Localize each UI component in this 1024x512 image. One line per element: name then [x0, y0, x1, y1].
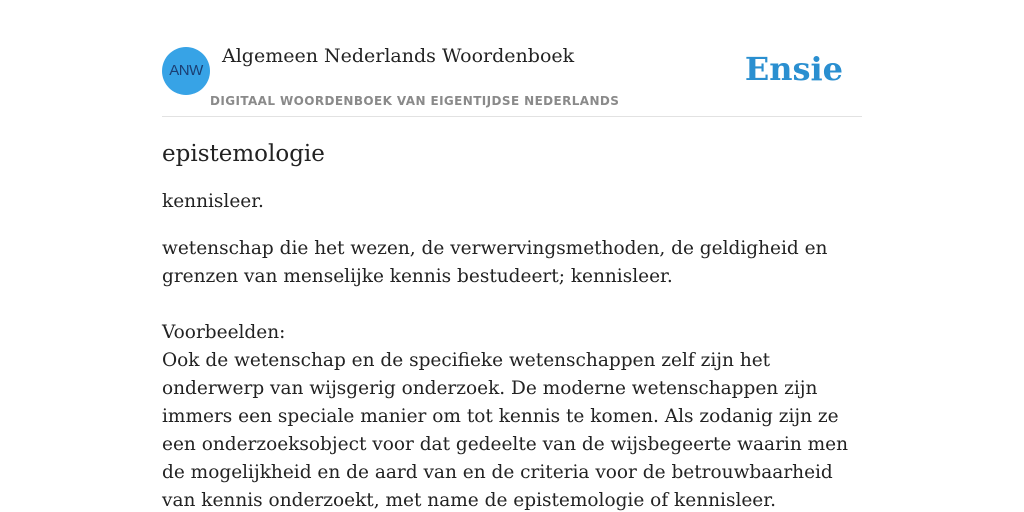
dictionary-subtitle: DIGITAAL WOORDENBOEK VAN EIGENTIJDSE NEDERLANDS	[210, 94, 620, 108]
entry-headword: epistemologie	[162, 141, 325, 167]
example-text: Ook de wetenschap en de specifieke wetenschappen zelf zijn het onderwerp van wijsgerig onderzoek. De moderne wetenschappen zijn immers een speciale manier om tot kennis te komen. Als zodanig zijn ze een onderzoeksobject voor dat gedeelte van de wijsbegeerte waarin men de mogelijkheid en de aard van en de criteria voor de betrouwbaarheid van kennis onderzoekt, met name de epistemologie of kennisleer.	[162, 350, 849, 511]
long-definition: wetenschap die het wezen, de verwervingsmethoden, de geldigheid en grenzen van menselijke kennis bestudeert; kennisleer.	[162, 238, 828, 287]
entry-content	[162, 136, 862, 512]
anw-logo[interactable]: ANW	[162, 47, 210, 95]
dictionary-title[interactable]: Algemeen Nederlands Woordenboek	[222, 45, 575, 67]
short-definition: kennisleer.	[162, 191, 264, 212]
ensie-logo[interactable]: Ensie	[744, 50, 843, 88]
site-header	[162, 0, 862, 117]
examples-label: Voorbeelden:	[162, 322, 286, 343]
